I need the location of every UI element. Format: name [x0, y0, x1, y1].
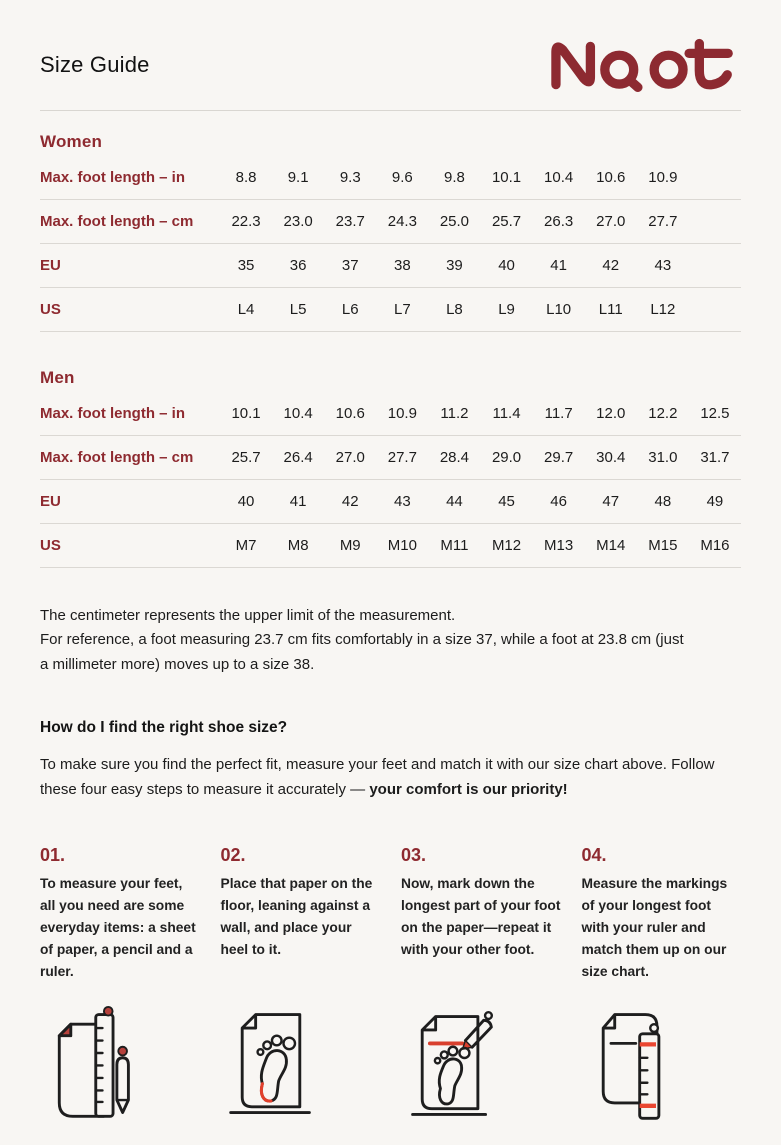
row-label: Max. foot length – in: [40, 405, 185, 422]
paper-pencil-mark-footprint-icon: [401, 1005, 561, 1125]
step-number: 03.: [401, 844, 427, 865]
measuring-steps: [40, 845, 741, 983]
faq-heading: How do I find the right shoe size?: [40, 718, 288, 736]
step-text: Measure the markings of your longest foot with your ruler and match them up on our size chart.: [581, 875, 728, 980]
row-label: US: [40, 301, 61, 318]
paper-footprint-heel-icon: [221, 1005, 381, 1125]
step-icons: [40, 1005, 741, 1125]
note-line: The centimeter represents the upper limit of the measurement.: [40, 607, 456, 624]
measurement-notes: [40, 604, 695, 677]
table-row: Max. foot length – cm 25.7 26.4 27.0 27.7 28.4 29.0 29.7 30.4 31.0 31.7: [40, 436, 741, 480]
faq-body: [40, 752, 730, 803]
faq-body-text: To make sure you find the perfect fit, measure your feet and match it with our size chart above. Follow these four easy steps to measure it accurately —: [40, 755, 715, 799]
step-1: [40, 845, 200, 983]
step-2: [221, 845, 381, 983]
table-row: US L4 L5 L6 L7 L8 L9 L10 L11 L12: [40, 288, 741, 332]
women-size-table: [40, 156, 741, 332]
row-label: US: [40, 537, 61, 554]
header: [40, 0, 741, 111]
step-3: [401, 845, 561, 983]
table-row: EU 35 36 37 38 39 40 41 42 43: [40, 244, 741, 288]
step-text: Now, mark down the longest part of your foot on the paper—repeat it with your other foot.: [401, 875, 561, 958]
row-label: Max. foot length – in: [40, 169, 185, 186]
row-label: Max. foot length – cm: [40, 213, 194, 230]
row-label: EU: [40, 257, 61, 274]
page-title: Size Guide: [40, 52, 150, 77]
step-number: 04.: [581, 844, 607, 865]
paper-ruler-pencil-icon: [40, 1005, 200, 1125]
table-row: Max. foot length – cm 22.3 23.0 23.7 24.3 25.0 25.7 26.3 27.0 27.7: [40, 200, 741, 244]
naot-logo-icon: [545, 38, 741, 92]
row-label: Max. foot length – cm: [40, 449, 194, 466]
faq-body-bold-text: your comfort is our priority!: [369, 781, 568, 799]
step-number: 01.: [40, 844, 66, 865]
table-row: US M7 M8 M9 M10 M11 M12 M13 M14 M15 M16: [40, 524, 741, 568]
step-text: Place that paper on the floor, leaning against a wall, and place your heel to it.: [220, 875, 373, 958]
paper-ruler-markings-icon: [582, 1005, 742, 1125]
table-row: Max. foot length – in 8.8 9.1 9.3 9.6 9.8 10.1 10.4 10.6 10.9: [40, 156, 741, 200]
table-row: Max. foot length – in 10.1 10.4 10.6 10.9 11.2 11.4 11.7 12.0 12.2 12.5: [40, 392, 741, 436]
step-4: [582, 845, 742, 983]
step-text: To measure your feet, all you need are some everyday items: a sheet of paper, a pencil and a ruler.: [40, 875, 196, 980]
men-size-table: [40, 392, 741, 568]
row-label: EU: [40, 493, 61, 510]
women-section-heading: Women: [40, 132, 103, 151]
note-line: For reference, a foot measuring 23.7 cm fits comfortably in a size 37, while a foot at 23.8 cm (just a millimeter more) moves up to a size 38.: [40, 631, 684, 673]
table-row: EU 40 41 42 43 44 45 46 47 48 49: [40, 480, 741, 524]
step-number: 02.: [220, 844, 246, 865]
men-section-heading: Men: [40, 368, 75, 387]
